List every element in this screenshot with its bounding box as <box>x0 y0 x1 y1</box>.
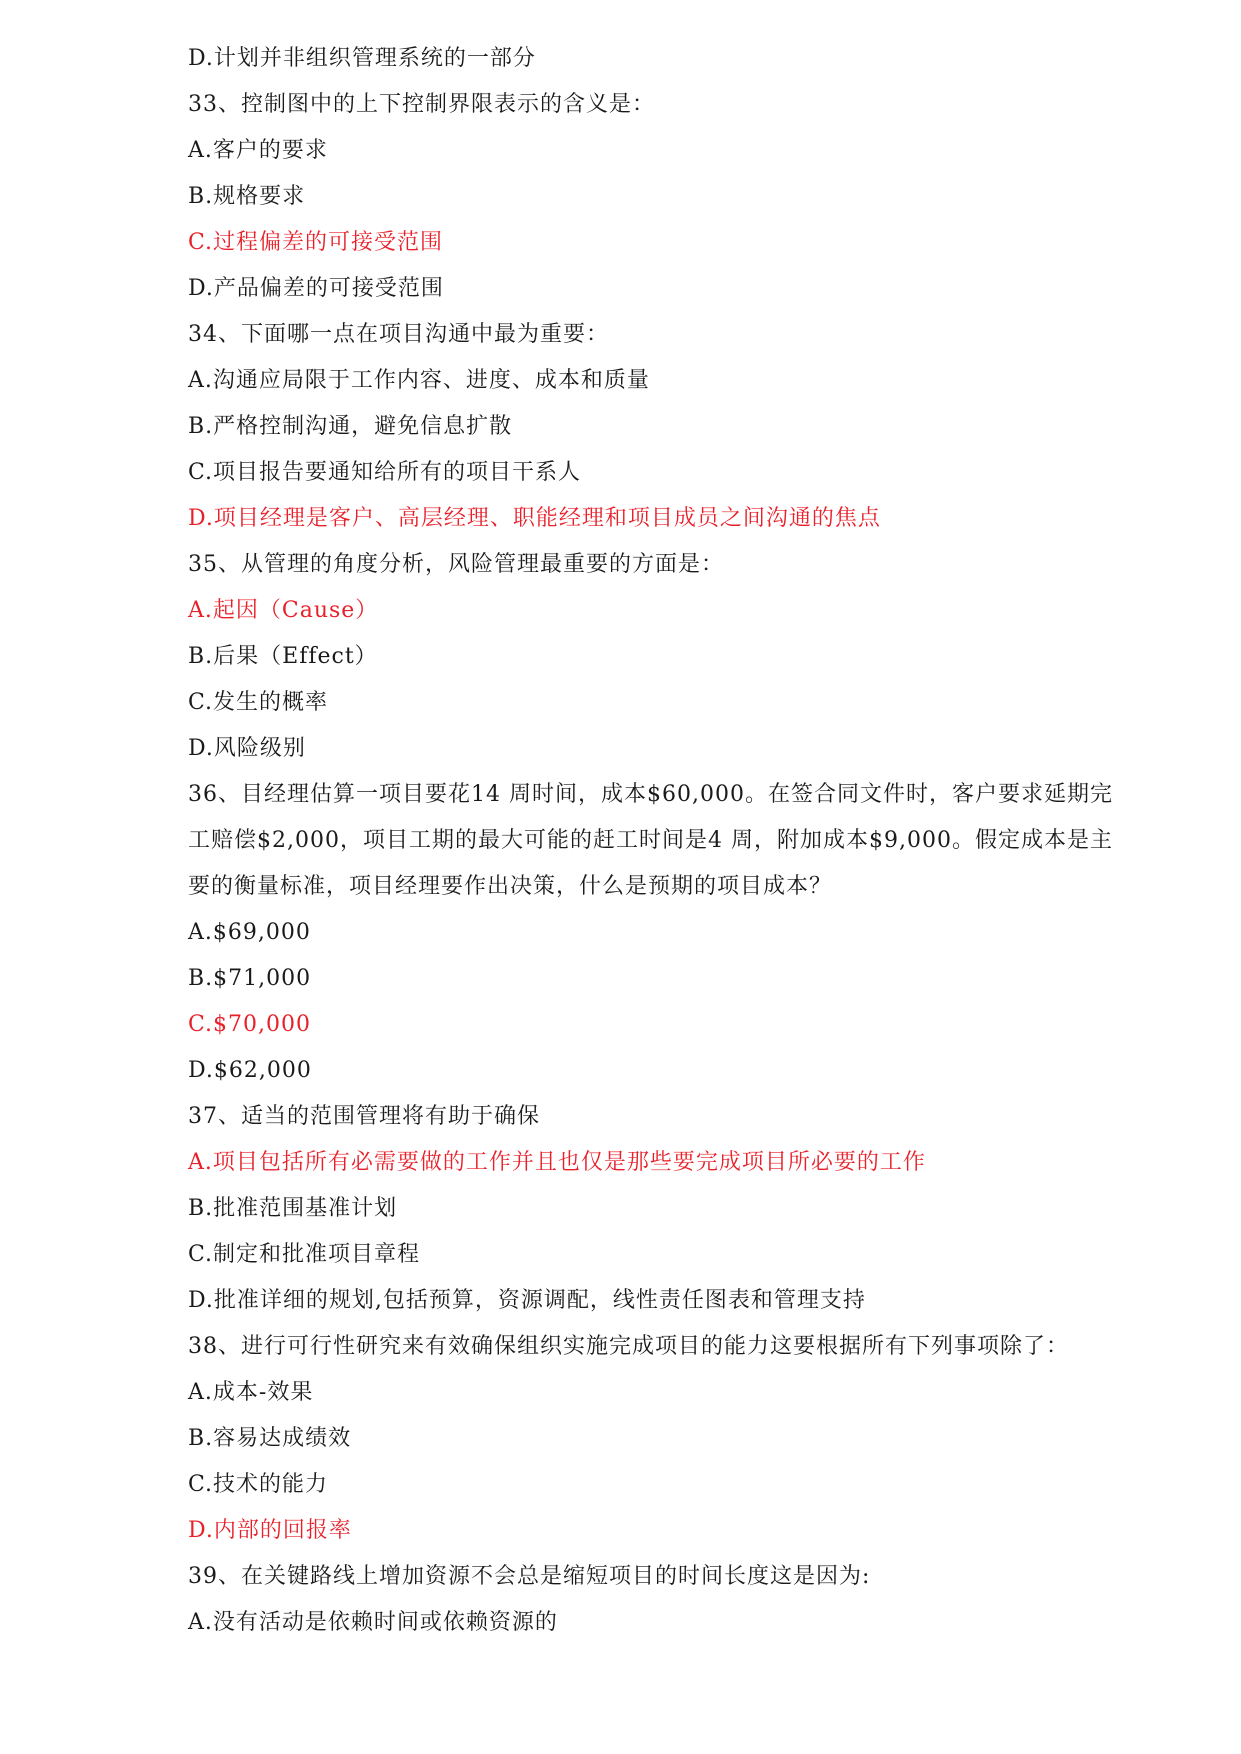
question-36: 36、目经理估算一项目要花14 周时间，成本$60,000。在签合同文件时，客户要求延期完 <box>188 782 1113 807</box>
option-line: D.产品偏差的可接受范围 <box>188 276 444 301</box>
option-line: B.后果（Effect） <box>188 644 378 669</box>
answer-option-line: C.过程偏差的可接受范围 <box>188 230 444 255</box>
option-line: C.技术的能力 <box>188 1472 329 1497</box>
option-line: D.$62,000 <box>188 1058 312 1083</box>
answer-option-line: A.项目包括所有必需要做的工作并且也仅是那些要完成项目所必要的工作 <box>188 1150 926 1175</box>
option-line: B.批准范围基准计划 <box>188 1196 398 1221</box>
answer-option-line: A.起因（Cause） <box>188 598 379 623</box>
question-36-continued: 工赔偿$2,000，项目工期的最大可能的赶工时间是4 周，附加成本$9,000。假定成本是主 <box>188 828 1113 853</box>
option-line: B.规格要求 <box>188 184 306 209</box>
option-line: A.客户的要求 <box>188 138 328 163</box>
option-line: A.沟通应局限于工作内容、进度、成本和质量 <box>188 368 650 393</box>
option-line: D.批准详细的规划,包括预算，资源调配，线性责任图表和管理支持 <box>188 1288 866 1313</box>
option-line: D.风险级别 <box>188 736 306 761</box>
answer-option-line: C.$70,000 <box>188 1012 312 1037</box>
question-38: 38、进行可行性研究来有效确保组织实施完成项目的能力这要根据所有下列事项除了： <box>188 1334 1069 1359</box>
answer-option-line: D.内部的回报率 <box>188 1518 352 1543</box>
question-36-continued: 要的衡量标准，项目经理要作出决策，什么是预期的项目成本？ <box>188 874 833 899</box>
option-line: C.发生的概率 <box>188 690 329 715</box>
option-line: B.容易达成绩效 <box>188 1426 352 1451</box>
option-line: B.$71,000 <box>188 966 312 991</box>
option-line: A.成本-效果 <box>188 1380 314 1405</box>
question-35: 35、从管理的角度分析，风险管理最重要的方面是： <box>188 552 724 577</box>
option-line: A.$69,000 <box>188 920 311 945</box>
text-line: D.计划并非组织管理系统的一部分 <box>188 46 536 71</box>
option-line: C.项目报告要通知给所有的项目干系人 <box>188 460 582 485</box>
option-line: B.严格控制沟通，避免信息扩散 <box>188 414 513 439</box>
question-34: 34、下面哪一点在项目沟通中最为重要： <box>188 322 609 347</box>
question-33: 33、控制图中的上下控制界限表示的含义是： <box>188 92 655 117</box>
answer-option-line: D.项目经理是客户、高层经理、职能经理和项目成员之间沟通的焦点 <box>188 506 881 531</box>
option-line: A.没有活动是依赖时间或依赖资源的 <box>188 1610 558 1635</box>
question-37: 37、适当的范围管理将有助于确保 <box>188 1104 540 1129</box>
option-line: C.制定和批准项目章程 <box>188 1242 421 1267</box>
question-39: 39、在关键路线上增加资源不会总是缩短项目的时间长度这是因为: <box>188 1564 871 1589</box>
